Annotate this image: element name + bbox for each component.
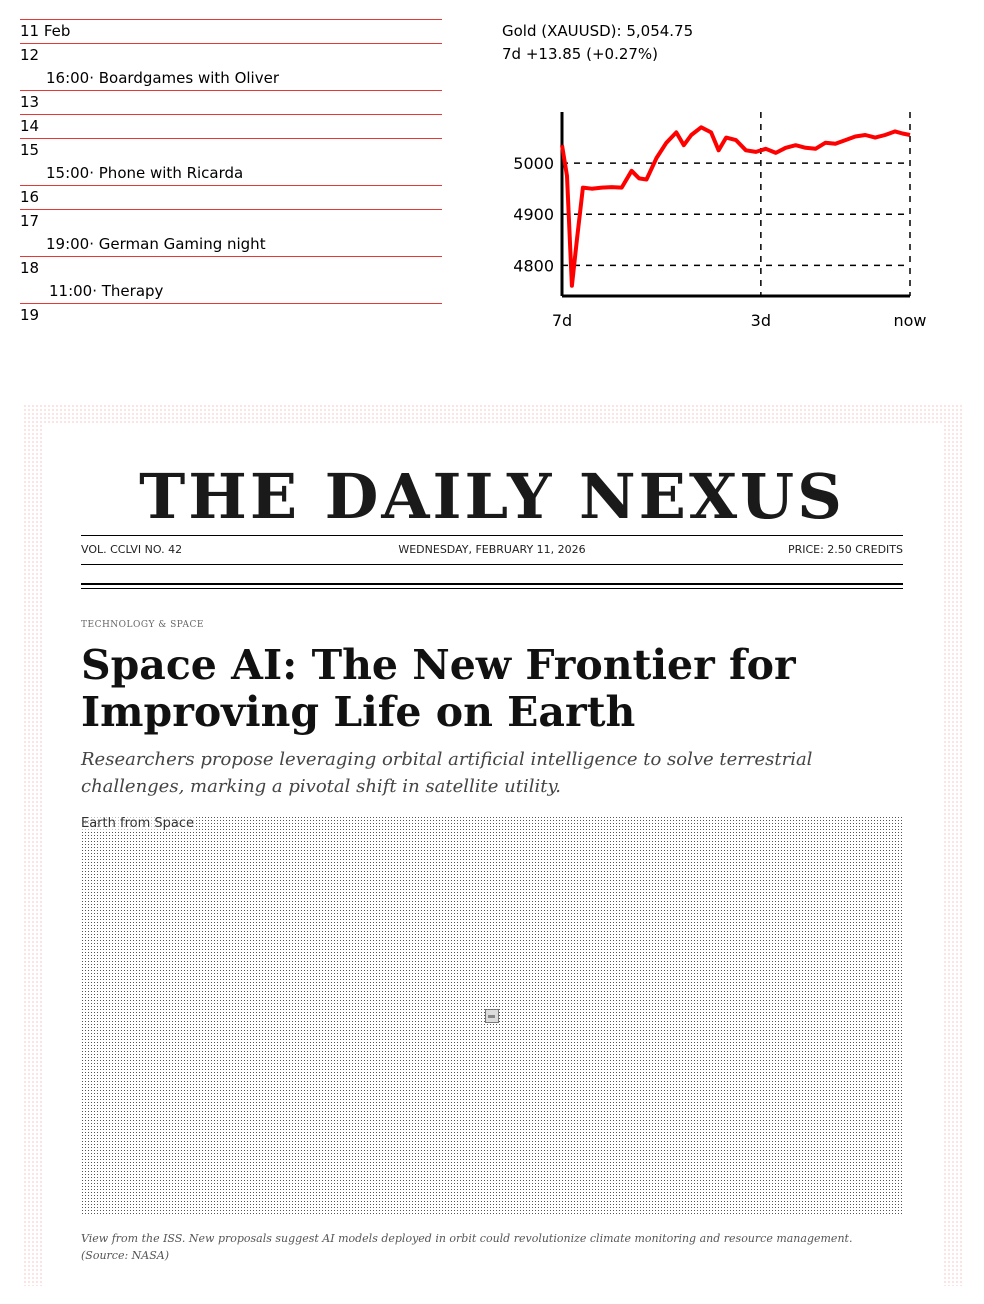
issue-info-bar (81, 535, 903, 565)
y-tick-label: 4900 (513, 205, 554, 225)
calendar-event[interactable]: 16:00· Boardgames with Oliver (46, 69, 279, 87)
price-series-line (562, 127, 910, 285)
calendar-day: 15 (20, 138, 442, 162)
gold-price-chart (492, 100, 932, 340)
photo-caption: View from the ISS. New proposals suggest AI models deployed in orbit could revolutionize climate monitoring and resource management. (Source: NASA) (81, 1232, 853, 1262)
calendar-day: 17 (20, 209, 442, 233)
issue-date: WEDNESDAY, FEBRUARY 11, 2026 (398, 543, 586, 556)
calendar-day: 19 (20, 303, 442, 327)
calendar-day: 18 (20, 256, 442, 280)
calendar-event[interactable]: 15:00· Phone with Ricarda (46, 164, 244, 182)
section-label: TECHNOLOGY & SPACE (81, 620, 204, 630)
issue-price: PRICE: 2.50 CREDITS (787, 543, 903, 556)
calendar-event[interactable]: 19:00· German Gaming night (46, 235, 266, 253)
calendar-day: 14 (20, 114, 442, 138)
divider (81, 583, 903, 589)
gold-ticker (502, 20, 693, 66)
calendar-day: 16 (20, 185, 442, 209)
gold-price-title: Gold (XAUUSD): 5,054.75 (502, 22, 694, 40)
calendar-event[interactable]: 11:00· Therapy (49, 282, 164, 300)
calendar-widget (20, 19, 442, 327)
photo-alt-text: Earth from Space (81, 816, 194, 831)
volume-number: VOL. CCLVI NO. 42 (81, 543, 183, 556)
calendar-day: 11 Feb (20, 19, 442, 43)
calendar-day: 13 (20, 90, 442, 114)
article-subhead: Researchers propose leveraging orbital artificial intelligence to solve terrestrial challenges, marking a pivotal shift in satellite utility. (81, 749, 813, 797)
x-tick-label: now (893, 311, 927, 330)
gold-price-change: 7d +13.85 (+0.27%) (502, 45, 659, 63)
newspaper-page (42, 424, 942, 1304)
x-tick-label: 3d (750, 311, 772, 330)
masthead: THE DAILY NEXUS (139, 460, 845, 533)
y-tick-label: 4800 (513, 256, 554, 276)
x-tick-label: 7d (551, 311, 573, 330)
article-headline: Space AI: The New Frontier for Improving Life on Earth (81, 641, 796, 736)
article-photo (81, 816, 903, 1216)
calendar-day: 12 (20, 43, 442, 67)
y-tick-label: 5000 (513, 154, 554, 174)
broken-image-icon (485, 1009, 499, 1023)
